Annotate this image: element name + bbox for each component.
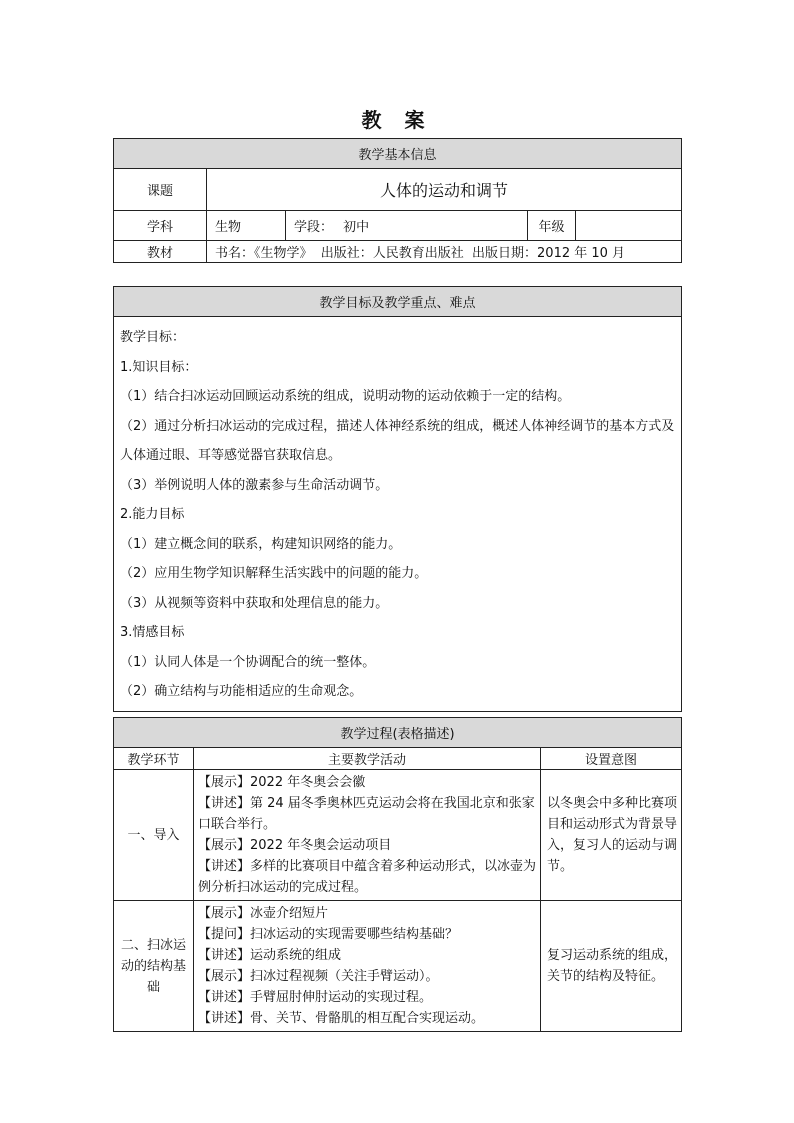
goals-body [114,317,682,712]
activity-line: 【展示】2022 年冬奥会会徽 [198,775,366,790]
activity-line: 【讲述】多样的比赛项目中蕴含着多种运动形式，以冰壶为例分析扫冰运动的完成过程。 [198,859,537,895]
activities-cell [194,901,541,1032]
subject-value: 生物 [207,211,286,241]
stage-cell: 二、扫冰运动的结构基础 [114,901,194,1032]
activity-line: 【展示】2022 年冬奥会运动项目 [198,838,392,853]
col-activity-header: 主要教学活动 [194,748,541,770]
goals-line: （1）建立概念间的联系，构建知识网络的能力。 [120,536,402,552]
goals-table [113,286,682,712]
activity-line: 【展示】冰壶介绍短片 [198,906,329,921]
process-table [113,717,682,1032]
stage-cell: 一、导入 [114,770,194,901]
activity-line: 【展示】扫冰过程视频（关注手臂运动）。 [198,969,439,984]
material-label: 教材 [114,241,207,263]
basic-info-header: 教学基本信息 [114,139,682,169]
goals-line: 3.情感目标 [120,625,185,640]
activity-line: 【讲述】运动系统的组成 [198,948,342,963]
process-header: 教学过程(表格描述) [114,718,682,748]
topic-value: 人体的运动和调节 [207,169,682,211]
stage-label: 学段： [294,220,334,235]
col-intent-header: 设置意图 [541,748,682,770]
goals-line: （3）举例说明人体的激素参与生命活动调节。 [120,477,389,493]
activity-line: 【讲述】第 24 届冬季奥林匹克运动会将在我国北京和张家口联合举行。 [198,796,535,832]
stage-value: 初中 [343,220,370,235]
goals-line: 1.知识目标： [120,359,198,375]
goals-line: （1）结合扫冰运动回顾运动系统的组成，说明动物的运动依赖于一定的结构。 [120,389,571,404]
grade-value [576,211,682,241]
goals-line: （1）认同人体是一个协调配合的统一整体。 [120,654,376,670]
col-stage-header: 教学环节 [114,748,194,770]
subject-label: 学科 [114,211,207,241]
grade-label: 年级 [528,211,576,241]
stage-cell [286,211,528,241]
goals-line: 2.能力目标 [120,507,185,522]
material-value: 书名：《生物学》 出版社：人民教育出版社 出版日期：2012 年 10 月 [207,241,682,263]
intent-cell: 复习运动系统的组成，关节的结构及特征。 [541,901,682,1032]
goals-line: （2）通过分析扫冰运动的完成过程，描述人体神经系统的组成，概述人体神经调节的基本方式及人体通过眼、耳等感觉器官获取信息。 [120,418,675,463]
goals-line: （2）确立结构与功能相适应的生命观念。 [120,684,363,699]
goals-line: （2）应用生物学知识解释生活实践中的问题的能力。 [120,566,428,581]
document-title: 教 案 [361,108,433,132]
goals-line: 教学目标： [120,330,186,345]
intent-cell: 以冬奥会中多种比赛项目和运动形式为背景导入，复习人的运动与调节。 [541,770,682,901]
goals-line: （3）从视频等资料中获取和处理信息的能力。 [120,595,389,611]
activity-line: 【讲述】手臂屈肘伸肘运动的实现过程。 [198,990,433,1005]
topic-label: 课题 [114,169,207,211]
goals-header: 教学目标及教学重点、难点 [114,287,682,317]
activities-cell [194,770,541,901]
activity-line: 【讲述】骨、关节、骨骼肌的相互配合实现运动。 [198,1011,485,1026]
basic-info-table [113,138,682,263]
activity-line: 【提问】扫冰运动的实现需要哪些结构基础？ [198,927,459,942]
